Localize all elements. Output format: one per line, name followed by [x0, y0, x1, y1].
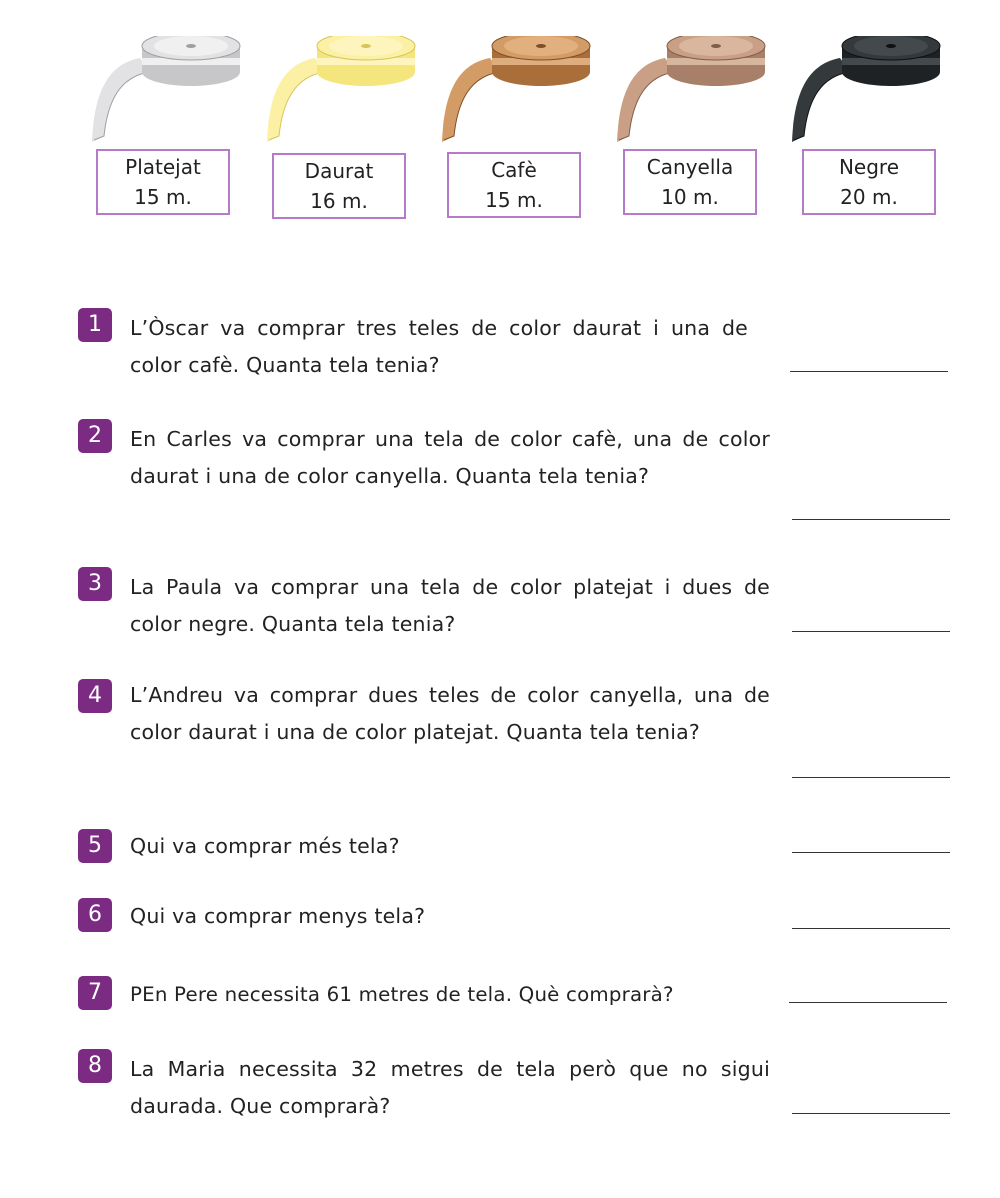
answer-line-5[interactable]: [792, 852, 950, 853]
answer-line-3[interactable]: [792, 631, 950, 632]
question-number-badge: 2: [78, 419, 112, 453]
question-number-badge: 3: [78, 567, 112, 601]
question-text: Qui va comprar més tela?: [130, 834, 400, 858]
label-platejat: [96, 149, 230, 215]
answer-line-7[interactable]: [789, 1002, 947, 1003]
question-text: PEn Pere necessita 61 metres de tela. Què comprarà?: [130, 983, 674, 1006]
answer-line-2[interactable]: [792, 519, 950, 520]
label-length: 10 m.: [661, 185, 719, 209]
answer-line-8[interactable]: [792, 1113, 950, 1114]
label-daurat: [272, 153, 406, 219]
label-name: Daurat: [304, 159, 374, 183]
label-name: Negre: [838, 155, 900, 179]
question-number-badge: 5: [78, 829, 112, 863]
label-canyella: [623, 149, 757, 215]
question-text: L’Òscar va comprar tres teles de color daurat i una de color cafè. Quanta tela tenia?: [130, 316, 748, 377]
label-name: Platejat: [125, 155, 201, 179]
label-name: Canyella: [646, 155, 734, 179]
ribbon-canyella-icon: [613, 36, 773, 146]
label-cafe: [447, 152, 581, 218]
label-name: Cafè: [491, 158, 537, 182]
question-text: L’Andreu va comprar dues teles de color canyella, una de color daurat i una de color platejat. Quanta tela tenia?: [130, 683, 770, 744]
question-text: En Carles va comprar una tela de color cafè, una de color daurat i una de color canyella. Quanta tela tenia?: [130, 427, 770, 488]
answer-line-6[interactable]: [792, 928, 950, 929]
ribbon-negre-icon: [788, 36, 948, 146]
answer-line-4[interactable]: [792, 777, 950, 778]
label-length: 16 m.: [310, 189, 368, 213]
answer-line-1[interactable]: [790, 371, 948, 372]
question-text: Qui va comprar menys tela?: [130, 904, 426, 928]
question-text: La Maria necessita 32 metres de tela però que no sigui daurada. Que comprarà?: [130, 1057, 770, 1118]
label-length: 20 m.: [840, 185, 898, 209]
label-length: 15 m.: [485, 188, 543, 212]
question-text: La Paula va comprar una tela de color platejat i dues de color negre. Quanta tela tenia?: [130, 575, 770, 636]
ribbon-platejat-icon: [88, 36, 248, 146]
ribbon-daurat-icon: [263, 36, 423, 146]
question-number-badge: 4: [78, 679, 112, 713]
question-number-badge: 8: [78, 1049, 112, 1083]
question-number-badge: 7: [78, 976, 112, 1010]
label-negre: [802, 149, 936, 215]
question-number-badge: 6: [78, 898, 112, 932]
question-number-badge: 1: [78, 308, 112, 342]
ribbon-cafe-icon: [438, 36, 598, 146]
label-length: 15 m.: [134, 185, 192, 209]
